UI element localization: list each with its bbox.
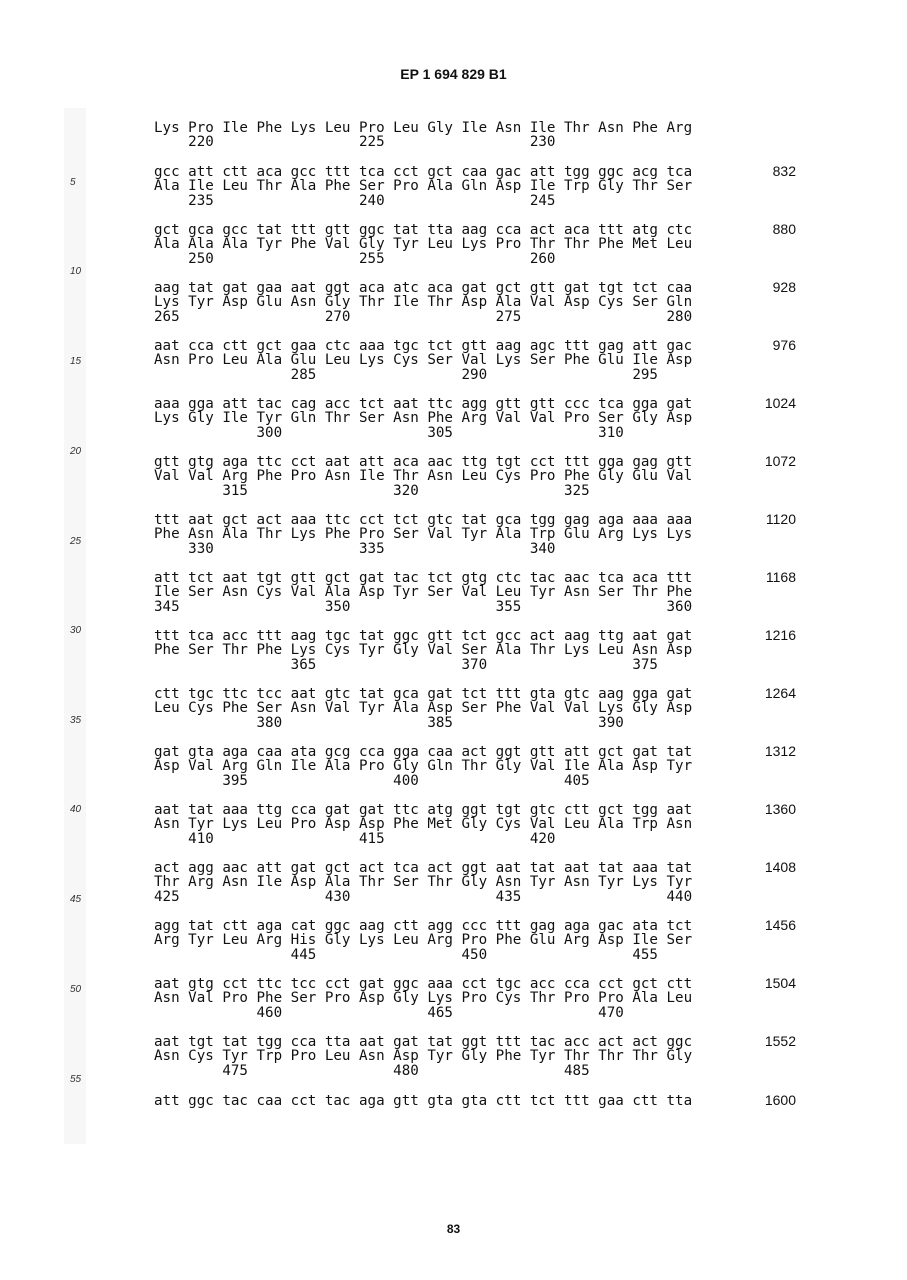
- residue-number-row: 475 480 485: [154, 1062, 590, 1079]
- nucleotide-position: 1456: [764, 917, 796, 933]
- sequence-block: [154, 513, 692, 556]
- page-number: 83: [446, 1222, 461, 1236]
- document-header: EP 1 694 829 B1: [400, 66, 507, 82]
- line-number: 15: [70, 356, 82, 367]
- dna-row: aag tat gat gaa aat ggt aca atc aca gat gct gtt gat tgt tct caa: [154, 280, 693, 296]
- sequence-block: [154, 223, 692, 266]
- amino-acid-row: Asn Pro Leu Ala Glu Leu Lys Cys Ser Val Lys Ser Phe Glu Ile Asp: [154, 352, 693, 369]
- residue-number-row: 425 430 435 440: [154, 888, 693, 905]
- line-number: 10: [70, 266, 82, 277]
- nucleotide-position: 1168: [765, 569, 796, 585]
- sequence-block: [154, 977, 692, 1020]
- dna-row: aaa gga att tac cag acc tct aat ttc agg gtt gtt ccc tca gga gat: [154, 396, 693, 412]
- dna-row: gct gca gcc tat ttt gtt ggc tat tta aag cca act aca ttt atg ctc: [154, 222, 693, 238]
- amino-acid-row: Lys Tyr Asp Glu Asn Gly Thr Ile Thr Asp Ala Val Asp Cys Ser Gln: [154, 294, 693, 311]
- line-number: 50: [70, 984, 82, 995]
- sequence-block: [154, 455, 692, 498]
- sequence-block: [154, 1094, 692, 1108]
- residue-number-row: 395 400 405: [154, 772, 590, 789]
- sequence-block: [154, 165, 692, 208]
- nucleotide-position: 1072: [764, 453, 796, 469]
- residue-number-row: 380 385 390: [154, 714, 624, 731]
- dna-row: aat gtg cct ttc tcc cct gat ggc aaa cct tgc acc cca cct gct ctt: [154, 976, 693, 992]
- dna-row: ttt aat gct act aaa ttc cct tct gtc tat gca tgg gag aga aaa aaa: [154, 512, 693, 528]
- nucleotide-position: 880: [772, 221, 796, 237]
- residue-number-row: 445 450 455: [154, 946, 658, 963]
- sequence-block: [154, 397, 692, 440]
- residue-number-row: 300 305 310: [154, 424, 624, 441]
- nucleotide-position: 1264: [764, 685, 796, 701]
- nucleotide-position: 1360: [764, 801, 796, 817]
- sequence-block: [154, 803, 692, 846]
- dna-row: att tct aat tgt gtt gct gat tac tct gtg ctc tac aac tca aca ttt: [154, 570, 693, 586]
- dna-row: gat gta aga caa ata gcg cca gga caa act ggt gtt att gct gat tat: [154, 744, 693, 760]
- nucleotide-position: 1312: [764, 743, 796, 759]
- line-number: 20: [70, 446, 82, 457]
- dna-row: gtt gtg aga ttc cct aat att aca aac ttg tgt cct ttt gga gag gtt: [154, 454, 693, 470]
- dna-row: agg tat ctt aga cat ggc aag ctt agg ccc ttt gag aga gac ata tct: [154, 918, 693, 934]
- nucleotide-position: 1024: [764, 395, 796, 411]
- dna-row: aat tat aaa ttg cca gat gat ttc atg ggt tgt gtc ctt gct tgg aat: [154, 802, 693, 818]
- amino-acid-row: Asn Val Pro Phe Ser Pro Asp Gly Lys Pro Cys Thr Pro Pro Ala Leu: [154, 990, 693, 1007]
- sequence-block: [154, 861, 692, 904]
- amino-acid-row: Leu Cys Phe Ser Asn Val Tyr Ala Asp Ser Phe Val Val Lys Gly Asp: [154, 700, 693, 717]
- dna-row: act agg aac att gat gct act tca act ggt aat tat aat tat aaa tat: [154, 860, 693, 876]
- amino-acid-row: Arg Tyr Leu Arg His Gly Lys Leu Arg Pro Phe Glu Arg Asp Ile Ser: [154, 932, 693, 949]
- nucleotide-position: 1216: [764, 627, 796, 643]
- dna-row: ttt tca acc ttt aag tgc tat ggc gtt tct gcc act aag ttg aat gat: [154, 628, 693, 644]
- amino-acid-row: Lys Gly Ile Tyr Gln Thr Ser Asn Phe Arg Val Val Pro Ser Gly Asp: [154, 410, 693, 427]
- residue-number-row: 330 335 340: [154, 540, 556, 557]
- dna-row: att ggc tac caa cct tac aga gtt gta gta ctt tct ttt gaa ctt tta: [154, 1093, 693, 1109]
- sequence-block: [154, 745, 692, 788]
- dna-row: gcc att ctt aca gcc ttt tca cct gct caa gac att tgg ggc acg tca: [154, 164, 693, 180]
- residue-number-row: 265 270 275 280: [154, 308, 693, 325]
- line-number: 25: [70, 536, 82, 547]
- nucleotide-position: 1408: [764, 859, 796, 875]
- amino-acid-row: Asp Val Arg Gln Ile Ala Pro Gly Gln Thr Gly Val Ile Ala Asp Tyr: [154, 758, 693, 775]
- sequence-block: [154, 1035, 692, 1078]
- amino-acid-row: Lys Pro Ile Phe Lys Leu Pro Leu Gly Ile Asn Ile Thr Asn Phe Arg: [154, 120, 693, 136]
- line-number: 5: [70, 177, 76, 188]
- dna-row: aat tgt tat tgg cca tta aat gat tat ggt ttt tac acc act act ggc: [154, 1034, 693, 1050]
- nucleotide-position: 1600: [764, 1092, 796, 1108]
- residue-number-row: 460 465 470: [154, 1004, 624, 1021]
- amino-acid-row: Ala Ile Leu Thr Ala Phe Ser Pro Ala Gln Asp Ile Trp Gly Thr Ser: [154, 178, 693, 195]
- nucleotide-position: 976: [772, 337, 796, 353]
- dna-row: aat cca ctt gct gaa ctc aaa tgc tct gtt aag agc ttt gag att gac: [154, 338, 693, 354]
- nucleotide-position: 928: [772, 279, 796, 295]
- residue-number-row: 235 240 245: [154, 192, 556, 209]
- nucleotide-position: 1504: [764, 975, 796, 991]
- residue-number-row: 285 290 295: [154, 366, 658, 383]
- nucleotide-position: 1552: [764, 1033, 796, 1049]
- amino-acid-row: Phe Ser Thr Phe Lys Cys Tyr Gly Val Ser Ala Thr Lys Leu Asn Asp: [154, 642, 693, 659]
- sequence-block: [154, 629, 692, 672]
- sequence-block: [154, 281, 692, 324]
- dna-row: ctt tgc ttc tcc aat gtc tat gca gat tct ttt gta gtc aag gga gat: [154, 686, 693, 702]
- line-number: 45: [70, 894, 82, 905]
- amino-acid-row: Asn Cys Tyr Trp Pro Leu Asn Asp Tyr Gly Phe Tyr Thr Thr Thr Gly: [154, 1048, 693, 1065]
- sequence-block: [154, 919, 692, 962]
- nucleotide-position: 832: [772, 163, 796, 179]
- residue-number-row: 410 415 420: [154, 830, 556, 847]
- residue-number-row: 220 225 230: [154, 134, 556, 151]
- sequence-block: [154, 121, 692, 150]
- amino-acid-row: Val Val Arg Phe Pro Asn Ile Thr Asn Leu Cys Pro Phe Gly Glu Val: [154, 468, 693, 485]
- amino-acid-row: Ile Ser Asn Cys Val Ala Asp Tyr Ser Val Leu Tyr Asn Ser Thr Phe: [154, 584, 693, 601]
- line-number: 30: [70, 625, 82, 636]
- amino-acid-row: Asn Tyr Lys Leu Pro Asp Asp Phe Met Gly Cys Val Leu Ala Trp Asn: [154, 816, 693, 833]
- sequence-block: [154, 339, 692, 382]
- line-number: 40: [70, 804, 82, 815]
- residue-number-row: 345 350 355 360: [154, 598, 693, 615]
- nucleotide-position: 1120: [765, 511, 796, 527]
- residue-number-row: 250 255 260: [154, 250, 556, 267]
- amino-acid-row: Ala Ala Ala Tyr Phe Val Gly Tyr Leu Lys Pro Thr Thr Phe Met Leu: [154, 236, 693, 253]
- sequence-block: [154, 571, 692, 614]
- line-number: 35: [70, 715, 82, 726]
- amino-acid-row: Thr Arg Asn Ile Asp Ala Thr Ser Thr Gly Asn Tyr Asn Tyr Lys Tyr: [154, 874, 693, 891]
- residue-number-row: 315 320 325: [154, 482, 590, 499]
- residue-number-row: 365 370 375: [154, 656, 658, 673]
- sequence-block: [154, 687, 692, 730]
- line-number: 55: [70, 1074, 82, 1085]
- amino-acid-row: Phe Asn Ala Thr Lys Phe Pro Ser Val Tyr Ala Trp Glu Arg Lys Lys: [154, 526, 693, 543]
